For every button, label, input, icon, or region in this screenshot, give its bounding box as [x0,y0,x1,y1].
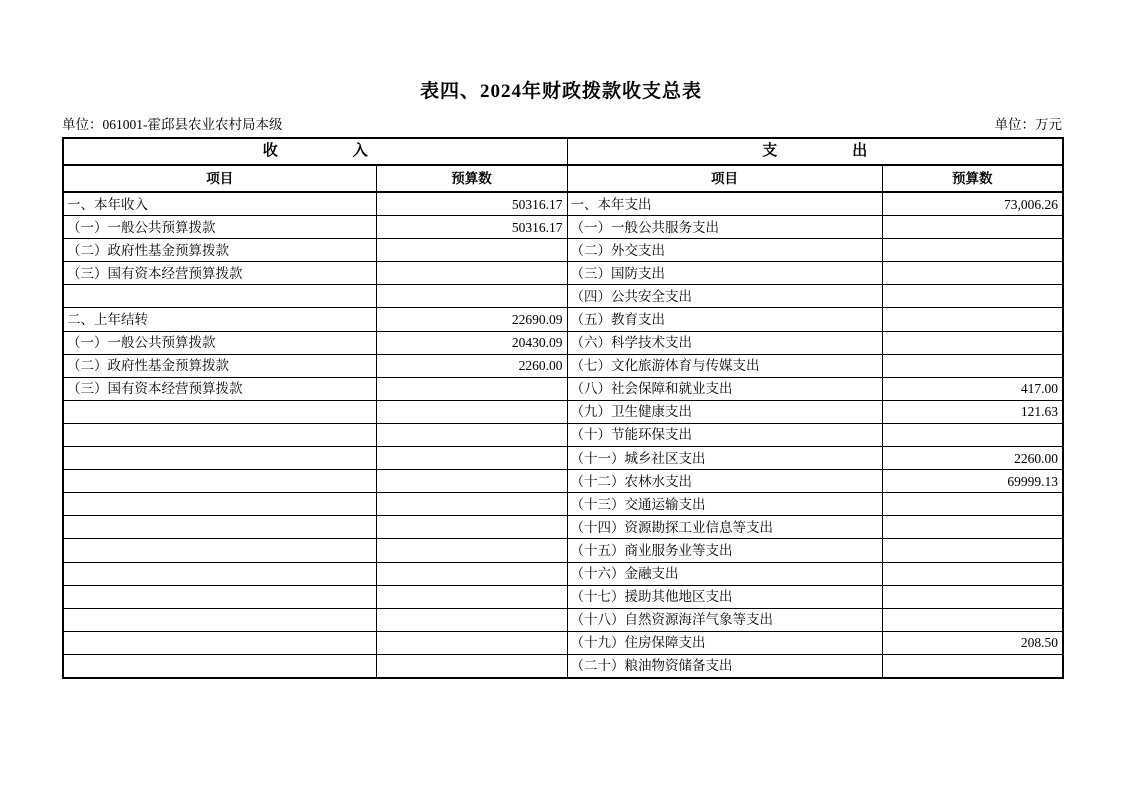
expenditure-budget-cell [882,216,1063,239]
expenditure-item-cell: （十八）自然资源海洋气象等支出 [567,608,882,631]
expenditure-budget-cell [882,262,1063,285]
expenditure-budget-cell: 417.00 [882,377,1063,400]
revenue-item-cell: 二、上年结转 [63,308,376,331]
expenditure-budget-cell [882,308,1063,331]
expenditure-item-cell: （十四）资源勘探工业信息等支出 [567,516,882,539]
expenditure-budget-cell [882,608,1063,631]
table-row [63,493,1063,516]
expenditure-budget-cell [882,516,1063,539]
expenditure-budget-cell [882,354,1063,377]
revenue-budget-cell: 2260.00 [376,354,567,377]
revenue-budget-cell: 50316.17 [376,192,567,216]
revenue-item-cell [63,516,376,539]
revenue-budget-cell [376,516,567,539]
revenue-budget-cell [376,585,567,608]
expenditure-budget-column-header: 预算数 [882,165,1063,192]
expenditure-item-cell: （九）卫生健康支出 [567,400,882,423]
revenue-item-cell: （一）一般公共预算拨款 [63,216,376,239]
expenditure-item-cell: （十）节能环保支出 [567,423,882,446]
table-row [63,239,1063,262]
budget-table [62,137,1064,679]
revenue-budget-cell [376,447,567,470]
table-row [63,447,1063,470]
expenditure-item-cell: （十六）金融支出 [567,562,882,585]
expenditure-item-cell: （四）公共安全支出 [567,285,882,308]
expenditure-budget-cell [882,239,1063,262]
expenditure-budget-cell [882,562,1063,585]
table-row [63,308,1063,331]
expenditure-section-header: 支 出 [567,138,1063,165]
table-row [63,654,1063,678]
table-row [63,562,1063,585]
expenditure-budget-cell [882,585,1063,608]
unit-right-label: 单位：万元 [994,117,1062,132]
revenue-item-cell: （二）政府性基金预算拨款 [63,354,376,377]
revenue-budget-cell [376,423,567,446]
table-body [63,138,1063,678]
table-row [63,631,1063,654]
expenditure-item-cell: 一、本年支出 [567,192,882,216]
expenditure-budget-cell: 208.50 [882,631,1063,654]
column-header-row [63,165,1063,192]
revenue-item-cell: （三）国有资本经营预算拨款 [63,377,376,400]
revenue-budget-cell [376,539,567,562]
table-row [63,377,1063,400]
revenue-budget-cell [376,377,567,400]
revenue-budget-cell: 20430.09 [376,331,567,354]
expenditure-budget-cell [882,423,1063,446]
expenditure-item-cell: （一）一般公共服务支出 [567,216,882,239]
expenditure-item-column-header: 项目 [567,165,882,192]
revenue-budget-cell: 22690.09 [376,308,567,331]
table-row [63,216,1063,239]
table-row [63,539,1063,562]
expenditure-item-cell: （三）国防支出 [567,262,882,285]
revenue-item-cell [63,631,376,654]
expenditure-budget-cell: 121.63 [882,400,1063,423]
revenue-budget-cell [376,654,567,678]
revenue-budget-cell [376,262,567,285]
table-row [63,354,1063,377]
revenue-budget-cell: 50316.17 [376,216,567,239]
revenue-item-cell [63,562,376,585]
revenue-budget-cell [376,493,567,516]
unit-left-label: 单位：061001-霍邱县农业农村局本级 [62,117,283,132]
page-title: 表四、2024年财政拨款收支总表 [419,81,702,102]
table-row [63,262,1063,285]
expenditure-item-cell: （六）科学技术支出 [567,331,882,354]
revenue-item-cell [63,423,376,446]
expenditure-budget-cell [882,539,1063,562]
table-row [63,423,1063,446]
table-row [63,400,1063,423]
expenditure-item-cell: （二）外交支出 [567,239,882,262]
table-row [63,470,1063,493]
revenue-budget-cell [376,562,567,585]
expenditure-item-cell: （二十）粮油物资储备支出 [567,654,882,678]
unit-line [62,116,1062,133]
revenue-item-column-header: 项目 [63,165,376,192]
revenue-item-cell: （一）一般公共预算拨款 [63,331,376,354]
expenditure-item-cell: （五）教育支出 [567,308,882,331]
expenditure-item-cell: （七）文化旅游体育与传媒支出 [567,354,882,377]
revenue-item-cell [63,654,376,678]
revenue-budget-cell [376,608,567,631]
table-row [63,585,1063,608]
expenditure-budget-cell: 73,006.26 [882,192,1063,216]
revenue-item-cell [63,539,376,562]
revenue-item-cell: 一、本年收入 [63,192,376,216]
expenditure-budget-cell: 2260.00 [882,447,1063,470]
revenue-item-cell [63,447,376,470]
expenditure-budget-cell [882,331,1063,354]
section-header-row [63,138,1063,165]
table-row [63,192,1063,216]
revenue-section-header: 收 入 [63,138,567,165]
revenue-budget-cell [376,631,567,654]
expenditure-budget-cell [882,285,1063,308]
revenue-item-cell: （二）政府性基金预算拨款 [63,239,376,262]
expenditure-item-cell: （十三）交通运输支出 [567,493,882,516]
revenue-budget-cell [376,239,567,262]
table-row [63,516,1063,539]
expenditure-item-cell: （十九）住房保障支出 [567,631,882,654]
table-row [63,331,1063,354]
table-row [63,608,1063,631]
revenue-budget-cell [376,400,567,423]
revenue-item-cell [63,585,376,608]
revenue-item-cell [63,493,376,516]
revenue-item-cell [63,470,376,493]
expenditure-item-cell: （十五）商业服务业等支出 [567,539,882,562]
revenue-item-cell [63,608,376,631]
table-row [63,285,1063,308]
expenditure-item-cell: （十一）城乡社区支出 [567,447,882,470]
expenditure-item-cell: （八）社会保障和就业支出 [567,377,882,400]
revenue-item-cell: （三）国有资本经营预算拨款 [63,262,376,285]
revenue-budget-cell [376,285,567,308]
revenue-budget-cell [376,470,567,493]
expenditure-budget-cell [882,654,1063,678]
revenue-budget-column-header: 预算数 [376,165,567,192]
expenditure-item-cell: （十七）援助其他地区支出 [567,585,882,608]
expenditure-budget-cell: 69999.13 [882,470,1063,493]
revenue-item-cell [63,285,376,308]
revenue-item-cell [63,400,376,423]
expenditure-budget-cell [882,493,1063,516]
expenditure-item-cell: （十二）农林水支出 [567,470,882,493]
